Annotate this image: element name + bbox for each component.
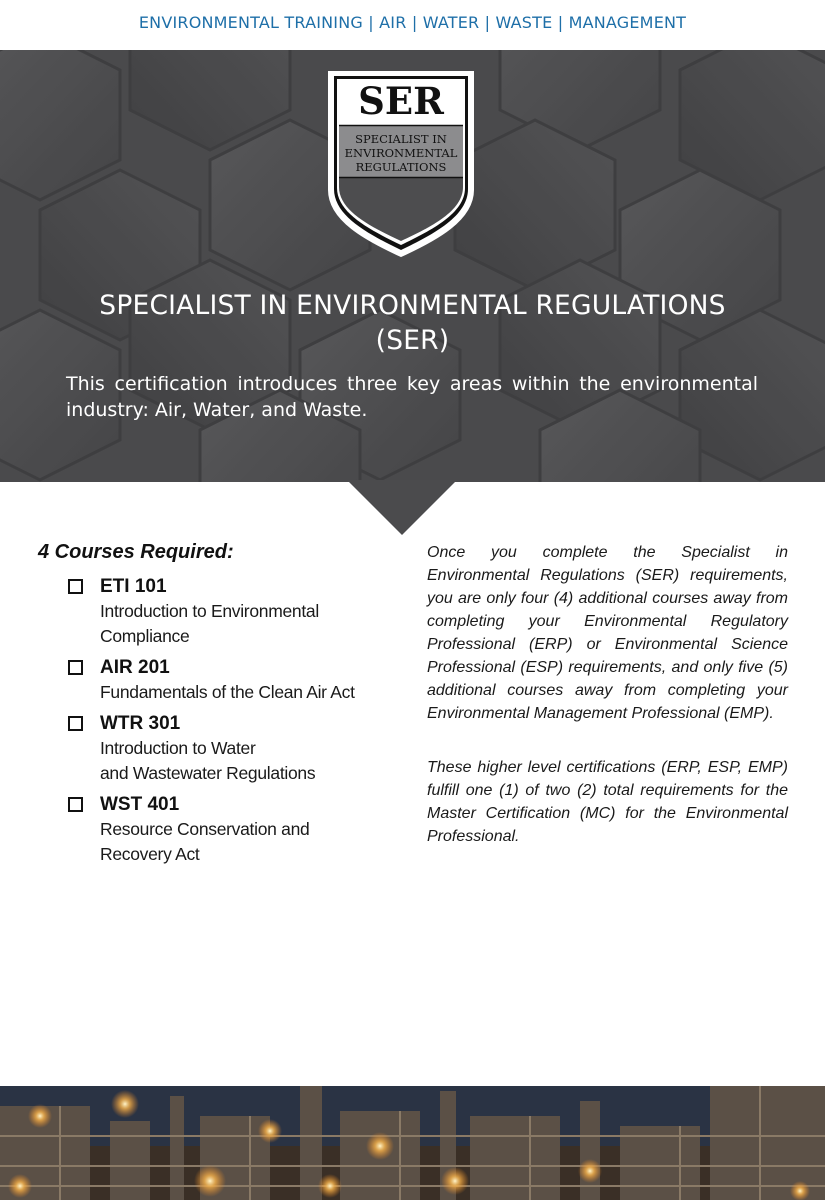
course-name-line-1: Introduction to Environmental	[100, 601, 319, 621]
course-item-eti-101	[68, 575, 388, 649]
hero-pointer-arrow	[347, 480, 457, 535]
course-item-wst-401	[68, 793, 388, 867]
course-name-line-2: Recovery Act	[100, 844, 200, 864]
shield-logo-icon	[326, 70, 476, 258]
info-column	[427, 541, 788, 848]
hero-title	[40, 288, 785, 358]
logo-line-3: REGULATIONS	[355, 160, 447, 174]
checkbox-icon	[68, 660, 83, 675]
course-name-line-2: and Wastewater Regulations	[100, 763, 316, 783]
course-item-air-201	[68, 656, 388, 705]
checkbox-icon	[68, 579, 83, 594]
tagline: ENVIRONMENTAL TRAINING | AIR | WATER | WASTE | MANAGEMENT	[138, 12, 687, 32]
course-name-line-2: Compliance	[100, 626, 190, 646]
hero-banner	[0, 50, 825, 482]
logo-line-2: ENVIRONMENTAL	[344, 146, 458, 160]
hero-title-line-2: (SER)	[375, 325, 450, 356]
course-code: ETI 101	[100, 576, 167, 597]
course-item-wtr-301	[68, 712, 388, 786]
hero-description: This certification introduces three key areas within the environmental industry: Air, Water, and Waste.	[66, 373, 758, 421]
logo-abbr: SER	[358, 79, 444, 123]
refinery-illustration	[0, 1086, 825, 1200]
course-name-line-1: Introduction to Water	[100, 738, 256, 758]
course-code: AIR 201	[100, 657, 170, 678]
checkbox-icon	[68, 716, 83, 731]
info-paragraph-1: Once you complete the Specialist in Environmental Regulations (SER) requirements, you are only four (4) additional courses away from completing your Environmental Regulatory Professional (ERP) or Environmental Science Professional (ESP) requirements, and only five (5) additional courses away from completing your Environmental Management Professional (EMP).	[427, 544, 788, 722]
industrial-plant-photo	[0, 1086, 825, 1200]
courses-heading: 4 Courses Required:	[38, 541, 234, 563]
course-code: WTR 301	[100, 713, 181, 734]
top-bar	[0, 0, 825, 50]
info-paragraph-2: These higher level certifications (ERP, ESP, EMP) fulfill one (1) of two (2) total requirements for the Master Certification (MC) for the Environmental Professional.	[427, 759, 788, 845]
course-code: WST 401	[100, 794, 180, 815]
hero-title-line-1: SPECIALIST IN ENVIRONMENTAL REGULATIONS	[99, 290, 726, 321]
checkbox-icon	[68, 797, 83, 812]
course-list	[68, 575, 388, 874]
course-name-line-1: Resource Conservation and	[100, 819, 310, 839]
course-name-line-1: Fundamentals of the Clean Air Act	[100, 682, 355, 702]
logo-line-1: SPECIALIST IN	[355, 132, 447, 146]
